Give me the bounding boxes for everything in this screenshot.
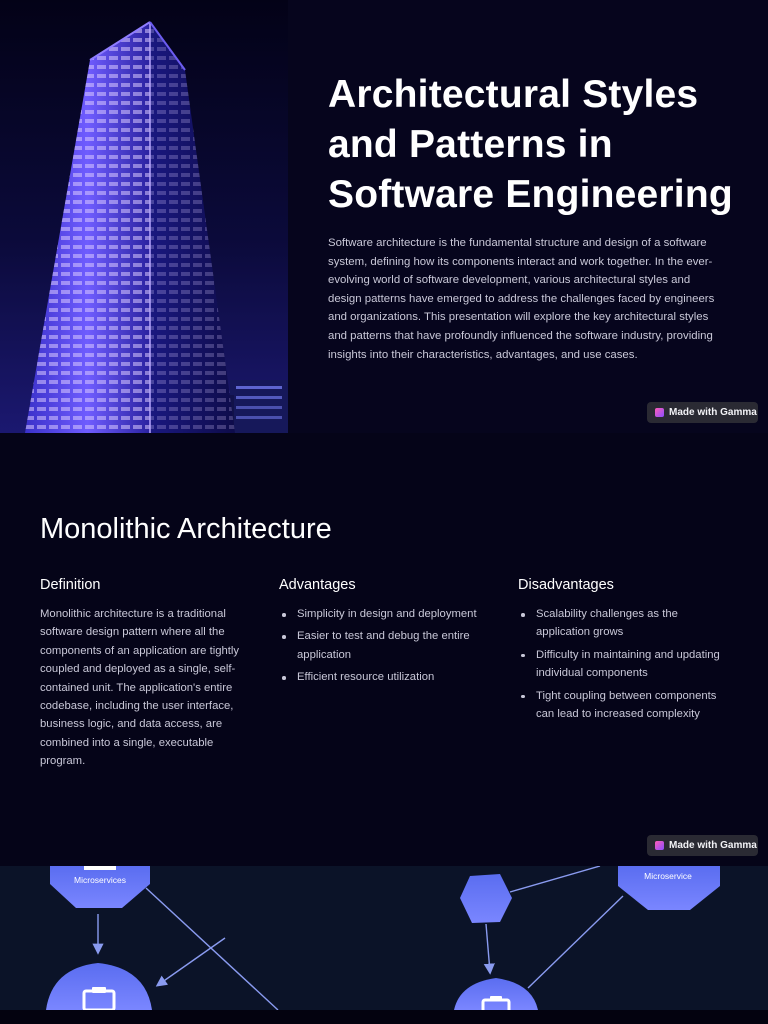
clipboard-node xyxy=(454,978,538,1010)
clipboard-node xyxy=(46,963,152,1010)
disadvantages-heading: Disadvantages xyxy=(518,577,614,593)
disadvantages-column xyxy=(518,577,733,727)
slide-microservices-diagram xyxy=(0,866,768,1010)
slide-title xyxy=(0,0,768,433)
microservices-diagram xyxy=(0,866,768,1010)
badge-label: Made with Gamma xyxy=(669,407,757,418)
list-item: Difficulty in maintaining and updating individual components xyxy=(518,646,733,683)
microservice-node xyxy=(618,866,720,910)
connector-line xyxy=(528,896,623,988)
list-item: Tight coupling between components can lead to increased complexity xyxy=(518,687,733,724)
node-label-left: Microservices xyxy=(74,875,126,885)
definition-heading: Definition xyxy=(40,577,101,593)
advantages-list xyxy=(279,605,489,687)
connector-line xyxy=(510,866,600,892)
definition-column xyxy=(40,577,255,771)
presentation-title: Architectural Styles and Patterns in Software Engineering xyxy=(328,73,733,216)
slide-monolithic xyxy=(0,433,768,866)
microservices-node xyxy=(50,866,150,908)
intro-paragraph: Software architecture is the fundamental structure and design of a software system, defining how its components interact and work together. In the ever-evolving world of software development, various architectural styles and design patterns have emerged to address the challenges faced by engineers and organizations. This presentation will explore the key architectural styles and patterns that have profoundly influenced the software industry, providing insights into their characteristics, advantages, and use cases. xyxy=(328,237,715,361)
list-item: Easier to test and debug the entire application xyxy=(279,627,489,664)
gamma-logo-icon xyxy=(655,408,664,417)
made-with-gamma-badge[interactable] xyxy=(647,835,758,856)
disadvantages-list xyxy=(518,605,733,723)
connector-arrow xyxy=(486,924,490,972)
list-item: Efficient resource utilization xyxy=(279,668,489,686)
badge-label: Made with Gamma xyxy=(669,840,757,851)
gamma-logo-icon xyxy=(655,841,664,850)
advantages-heading: Advantages xyxy=(279,577,356,593)
list-item: Simplicity in design and deployment xyxy=(279,605,489,623)
connector-arrow xyxy=(158,938,225,985)
made-with-gamma-badge[interactable] xyxy=(647,402,758,423)
node-label-right: Microservice xyxy=(644,871,692,881)
list-item: Scalability challenges as the application grows xyxy=(518,605,733,642)
page-bottom-strip xyxy=(0,1010,768,1024)
connector-line xyxy=(146,888,278,1010)
definition-text: Monolithic architecture is a traditional software design pattern where all the components of an application are tightly coupled and deployed as a single, self-contained unit. The application's entire codebase, including the user interface, business logic, and data access, are combined into a single, executable program. xyxy=(40,608,240,768)
advantages-column xyxy=(279,577,489,691)
service-node-small xyxy=(460,874,512,923)
section-title: Monolithic Architecture xyxy=(40,513,332,545)
skyscraper-image xyxy=(0,0,288,433)
